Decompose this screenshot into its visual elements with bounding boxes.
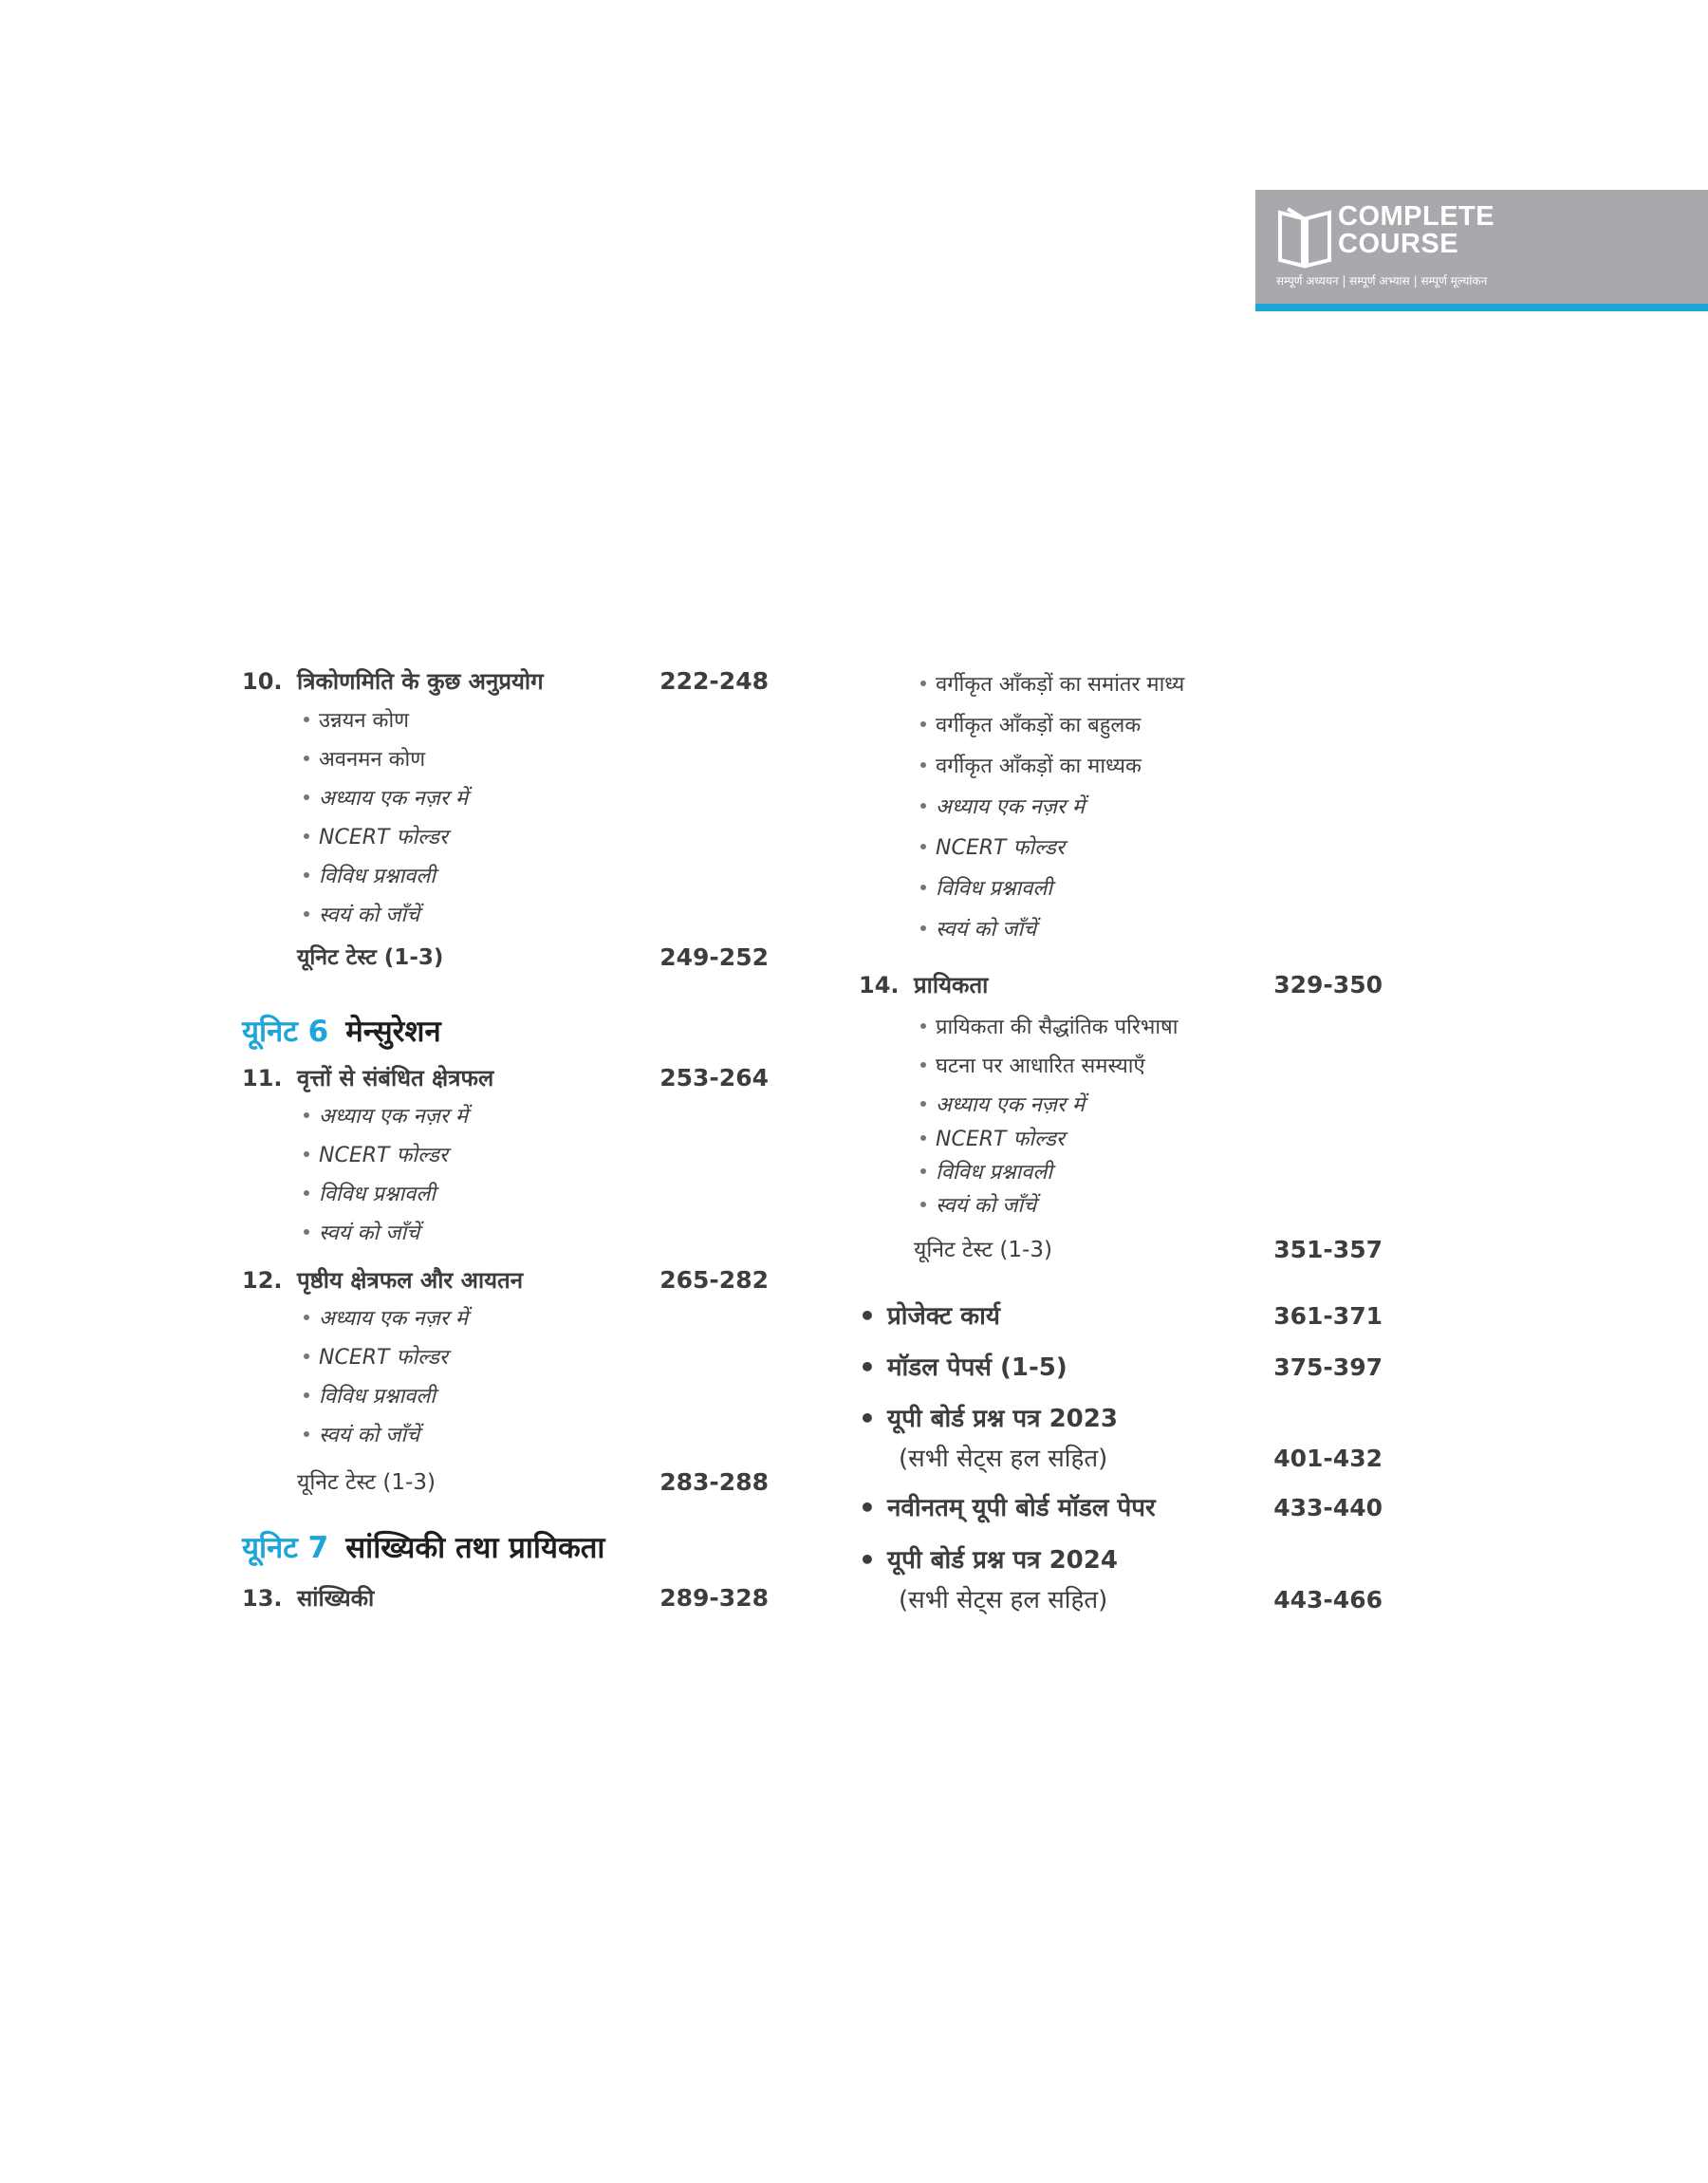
chapter-10-row[interactable] xyxy=(242,662,769,700)
chapter-number: 12. xyxy=(242,1267,283,1294)
page-range: 433-440 xyxy=(1273,1494,1383,1521)
page-range: 401-432 xyxy=(1273,1445,1383,1472)
brand-title-line1: COMPLETE xyxy=(1338,201,1495,232)
page-range: 289-328 xyxy=(659,1584,769,1612)
list-item: अध्याय एक नज़र में xyxy=(304,780,468,818)
page-range: 265-282 xyxy=(659,1266,769,1294)
brand-title xyxy=(1338,203,1494,258)
list-item: अवनमन कोण xyxy=(304,741,425,779)
chapter-number: 11. xyxy=(242,1065,283,1092)
list-item: स्वयं को जाँचें xyxy=(920,1187,1036,1225)
chapter-number: 13. xyxy=(242,1585,283,1612)
chapter-14-row[interactable] xyxy=(859,966,1383,1004)
list-item: विविध प्रश्नावली xyxy=(920,870,1052,908)
list-item: प्रायिकता की सैद्धांतिक परिभाषा xyxy=(920,1009,1178,1047)
page-range: 249-252 xyxy=(659,943,769,971)
misc-title: मॉडल पेपर्स (1-5) xyxy=(887,1353,1068,1382)
list-item: विविध प्रश्नावली xyxy=(304,1176,436,1214)
misc-subtitle: (सभी सेट्स हल सहित) xyxy=(899,1586,1108,1614)
misc-item-latest-model-paper[interactable]: • नवीनतम् यूपी बोर्ड मॉडल पेपर 433-440 xyxy=(859,1487,1383,1529)
list-item: घटना पर आधारित समस्याएँ xyxy=(920,1048,1145,1086)
chapter-13-row[interactable] xyxy=(242,1579,769,1617)
unit-label: यूनिट 7 xyxy=(242,1531,329,1565)
page-range: 361-371 xyxy=(1273,1302,1383,1330)
page-range: 443-466 xyxy=(1273,1586,1383,1614)
list-item: NCERT फोल्डर xyxy=(304,1137,448,1175)
list-item: वर्गीकृत आँकड़ों का समांतर माध्य xyxy=(920,666,1184,704)
list-item: NCERT फोल्डर xyxy=(920,830,1065,868)
chapter-number: 14. xyxy=(859,972,900,998)
unit-test-label: यूनिट टेस्ट (1-3) xyxy=(297,1470,436,1495)
misc-item-model-papers[interactable]: • मॉडल पेपर्स (1-5) 375-397 xyxy=(859,1347,1383,1389)
unit-7-heading xyxy=(242,1524,604,1572)
misc-item-board-paper-2023[interactable]: • यूपी बोर्ड प्रश्न पत्र 2023 xyxy=(859,1398,1383,1440)
list-item: NCERT फोल्डर xyxy=(304,1339,448,1377)
list-item: स्वयं को जाँचें xyxy=(304,1417,419,1455)
misc-item-project[interactable]: • प्रोजेक्ट कार्य 361-371 xyxy=(859,1296,1383,1337)
misc-title: यूपी बोर्ड प्रश्न पत्र 2024 xyxy=(887,1546,1118,1575)
list-item: विविध प्रश्नावली xyxy=(304,858,436,896)
list-item: विविध प्रश्नावली xyxy=(304,1378,436,1416)
unit-test-label: यूनिट टेस्ट (1-3) xyxy=(914,1238,1052,1262)
brand-title-line2: COURSE xyxy=(1338,229,1459,259)
unit-name: मेन्सुरेशन xyxy=(345,1015,441,1049)
list-item: अध्याय एक नज़र में xyxy=(920,1087,1085,1125)
list-item: स्वयं को जाँचें xyxy=(920,911,1036,949)
chapter-12-row[interactable] xyxy=(242,1261,769,1299)
list-item: अध्याय एक नज़र में xyxy=(920,789,1085,827)
list-item: वर्गीकृत आँकड़ों का माध्यक xyxy=(920,748,1142,786)
page-range: 283-288 xyxy=(659,1468,769,1496)
list-item: स्वयं को जाँचें xyxy=(304,897,419,935)
list-item: NCERT फोल्डर xyxy=(304,819,448,857)
list-item: विविध प्रश्नावली xyxy=(920,1154,1052,1192)
list-item: अध्याय एक नज़र में xyxy=(304,1098,468,1136)
chapter-title: वृत्तों से संबंधित क्षेत्रफल xyxy=(297,1065,494,1092)
list-item: NCERT फोल्डर xyxy=(920,1121,1065,1159)
page-range: 375-397 xyxy=(1273,1353,1383,1381)
chapter-number: 10. xyxy=(242,668,283,695)
list-item: स्वयं को जाँचें xyxy=(304,1215,419,1253)
unit-test-row[interactable] xyxy=(242,939,769,977)
misc-item-board-paper-2024[interactable]: • यूपी बोर्ड प्रश्न पत्र 2024 xyxy=(859,1539,1383,1581)
chapter-title: त्रिकोणमिति के कुछ अनुप्रयोग xyxy=(297,668,544,695)
chapter-11-row[interactable] xyxy=(242,1059,769,1097)
unit-test-row[interactable] xyxy=(859,1231,1383,1269)
unit-6-heading xyxy=(242,1008,441,1055)
misc-title: नवीनतम् यूपी बोर्ड मॉडल पेपर xyxy=(887,1494,1156,1522)
page-range: 222-248 xyxy=(659,667,769,695)
misc-item-board-paper-2023-sub xyxy=(859,1438,1383,1480)
brand-tagline: सम्पूर्ण अध्ययन | सम्पूर्ण अभ्यास | सम्पूर्ण मूल्यांकन xyxy=(1276,274,1488,288)
chapter-title: पृष्ठीय क्षेत्रफल और आयतन xyxy=(297,1267,524,1294)
unit-test-label: यूनिट टेस्ट (1-3) xyxy=(297,945,444,970)
unit-name: सांख्यिकी तथा प्रायिकता xyxy=(345,1531,605,1565)
brand-stripe xyxy=(1255,304,1708,311)
chapter-title: सांख्यिकी xyxy=(297,1585,375,1612)
misc-title: यूपी बोर्ड प्रश्न पत्र 2023 xyxy=(887,1405,1118,1433)
chapter-title: प्रायिकता xyxy=(914,972,989,998)
misc-subtitle: (सभी सेट्स हल सहित) xyxy=(899,1445,1108,1473)
page-range: 329-350 xyxy=(1273,971,1383,998)
open-book-icon xyxy=(1276,205,1333,270)
unit-test-row[interactable] xyxy=(242,1464,769,1502)
list-item: वर्गीकृत आँकड़ों का बहुलक xyxy=(920,707,1141,745)
brand-logo-block xyxy=(1255,190,1708,304)
list-item: अध्याय एक नज़र में xyxy=(304,1300,468,1338)
misc-item-board-paper-2024-sub xyxy=(859,1579,1383,1621)
misc-title: प्रोजेक्ट कार्य xyxy=(887,1302,1000,1331)
page-range: 253-264 xyxy=(659,1064,769,1092)
list-item: उन्नयन कोण xyxy=(304,702,409,740)
unit-label: यूनिट 6 xyxy=(242,1015,329,1049)
page-range: 351-357 xyxy=(1273,1236,1383,1263)
